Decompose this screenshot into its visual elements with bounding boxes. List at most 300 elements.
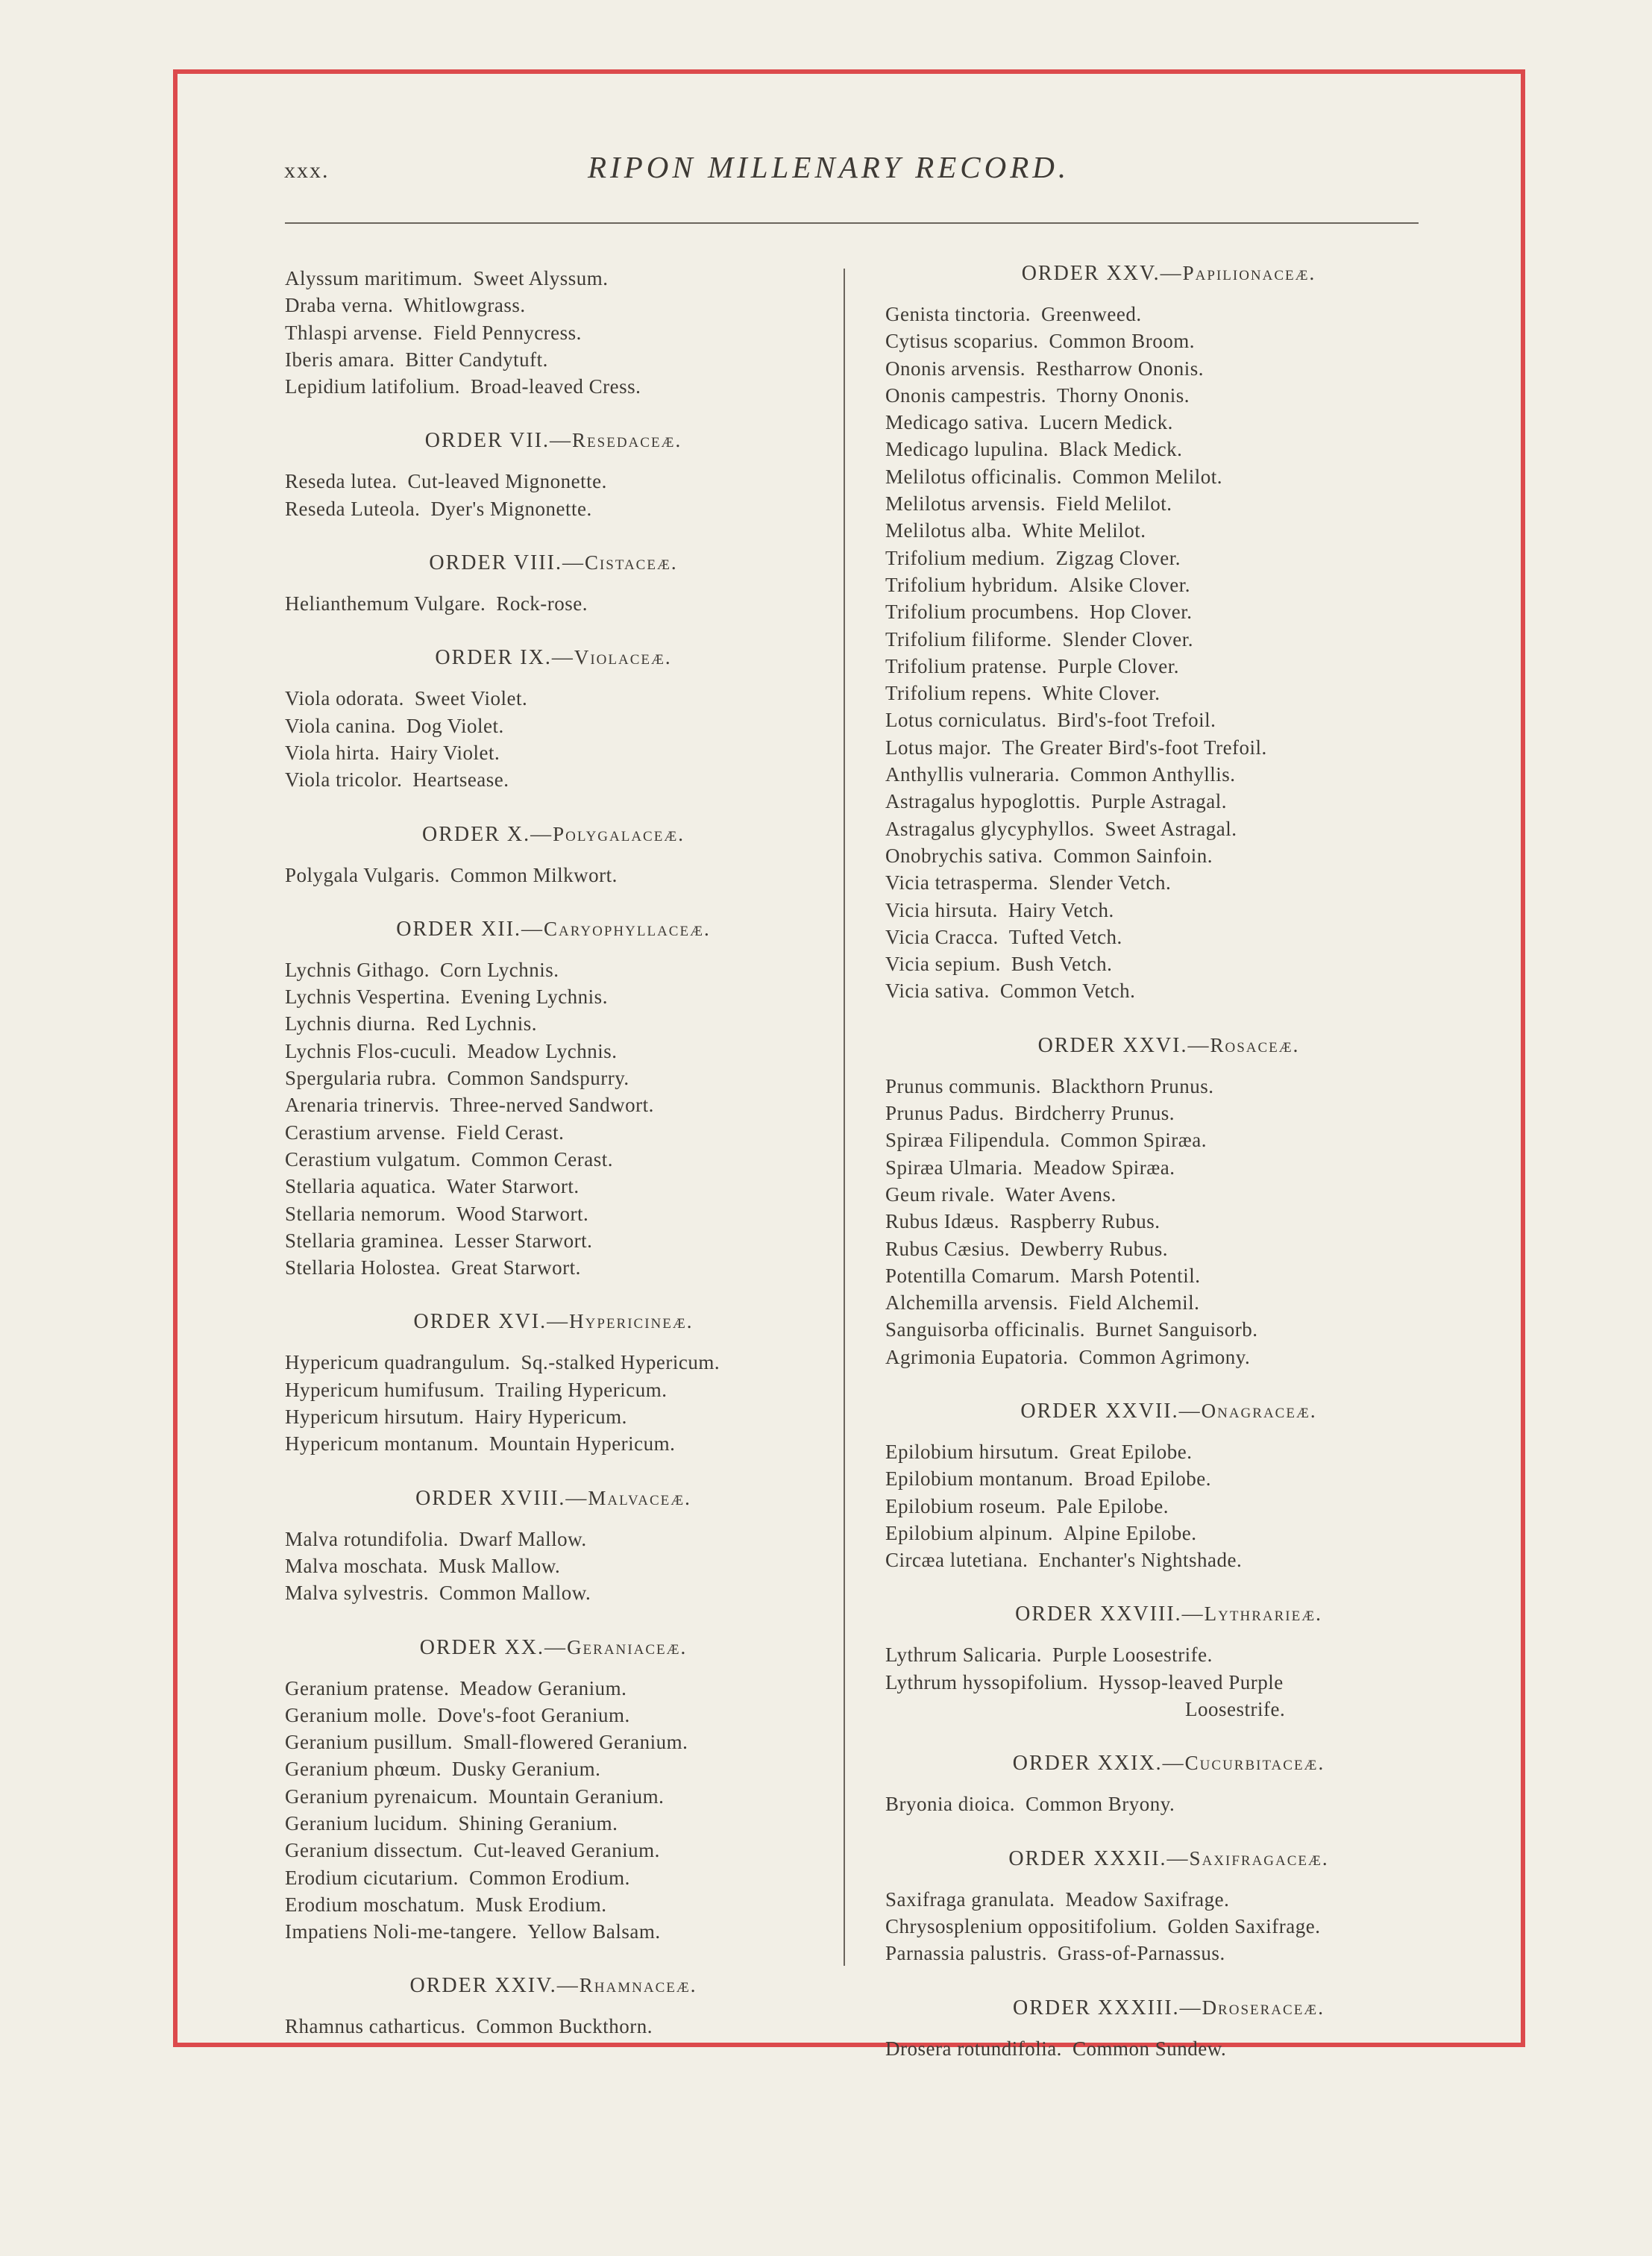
common-name: Zigzag Clover. — [1055, 546, 1181, 569]
latin-name: Bryonia dioica. — [885, 1793, 1015, 1816]
species-entry — [885, 842, 1452, 869]
latin-name: Lythrum Salicaria. — [885, 1644, 1042, 1667]
latin-name: Stellaria Holostea. — [285, 1256, 441, 1279]
common-name: Field Alchemil. — [1068, 1291, 1200, 1315]
species-entry — [885, 1073, 1452, 1100]
common-name: Common Erodium. — [468, 1866, 630, 1889]
species-entry — [285, 495, 822, 522]
common-name: Burnet Sanguisorb. — [1095, 1318, 1258, 1341]
species-entry — [285, 956, 822, 983]
species-entry — [285, 1755, 822, 1782]
order-heading — [285, 1485, 822, 1512]
order-number: ORDER XII.— — [396, 917, 544, 941]
species-entry — [285, 1675, 822, 1702]
species-entry — [885, 301, 1452, 328]
common-name: Sweet Violet. — [414, 687, 528, 710]
order-number: ORDER VII.— — [424, 429, 573, 453]
latin-name: Lychnis Vespertina. — [285, 986, 450, 1009]
order-heading — [285, 549, 822, 577]
latin-name: Helianthemum Vulgare. — [285, 592, 486, 615]
latin-name: Impatiens Noli-me-tangere. — [285, 1920, 518, 1943]
species-entry — [885, 869, 1452, 896]
species-entry — [885, 1886, 1452, 1913]
species-entry — [885, 1913, 1452, 1940]
species-entry — [885, 734, 1452, 761]
latin-name: Epilobium roseum. — [885, 1494, 1046, 1517]
latin-name: Viola canina. — [285, 714, 396, 737]
species-entry — [885, 2035, 1452, 2062]
species-entry — [285, 265, 822, 292]
latin-name: Polygala Vulgaris. — [285, 863, 440, 886]
order-block — [885, 1032, 1452, 1370]
latin-name: Rubus Cæsius. — [885, 1237, 1011, 1260]
species-entry — [285, 739, 822, 766]
column-divider — [844, 269, 845, 1966]
order-family: Geraniaceæ. — [567, 1635, 688, 1658]
order-block — [285, 1485, 822, 1607]
common-name: Heartsease. — [412, 768, 509, 792]
order-block — [885, 1397, 1452, 1573]
common-name: White Clover. — [1042, 682, 1161, 705]
common-name: Field Pennycress. — [433, 321, 582, 344]
order-block — [285, 644, 822, 793]
species-entry — [285, 1254, 822, 1281]
order-family: Caryophyllaceæ. — [544, 917, 711, 940]
species-entry — [885, 950, 1452, 977]
species-entry — [885, 706, 1452, 733]
latin-name: Lychnis diurna. — [285, 1012, 416, 1035]
order-block — [885, 260, 1452, 1005]
order-block — [285, 1634, 822, 1946]
latin-name: Trifolium hybridum. — [885, 573, 1059, 596]
common-name: Alsike Clover. — [1069, 573, 1191, 596]
latin-name: Viola hirta. — [285, 741, 380, 764]
species-entry — [885, 490, 1452, 517]
common-name: Dewberry Rubus. — [1020, 1237, 1169, 1260]
latin-name: Hypericum montanum. — [285, 1432, 479, 1456]
species-entry — [885, 1100, 1452, 1127]
species-entry — [885, 355, 1452, 382]
header-rule — [285, 222, 1419, 224]
common-name: Common Spiræa. — [1061, 1129, 1207, 1152]
species-entry — [885, 897, 1452, 924]
common-name: Common Vetch. — [999, 980, 1136, 1003]
order-heading — [885, 260, 1452, 287]
latin-name: Astragalus glycyphyllos. — [885, 817, 1095, 840]
species-entry — [885, 1235, 1452, 1262]
order-heading — [885, 1749, 1452, 1777]
species-entry — [285, 1864, 822, 1891]
latin-name: Melilotus alba. — [885, 519, 1012, 542]
common-name: White Melilot. — [1022, 519, 1146, 542]
species-entry — [885, 924, 1452, 950]
latin-name: Geranium molle. — [285, 1703, 427, 1726]
order-number: ORDER XXXII.— — [1008, 1846, 1190, 1870]
species-entry — [285, 1119, 822, 1146]
common-name: Whitlowgrass. — [403, 294, 526, 317]
common-name: Common Milkwort. — [450, 863, 618, 886]
common-name: Meadow Spiræa. — [1033, 1156, 1175, 1179]
common-name: Meadow Geranium. — [459, 1676, 627, 1699]
latin-name: Hypericum quadrangulum. — [285, 1351, 511, 1374]
species-entry — [885, 1438, 1452, 1465]
latin-name: Trifolium filiforme. — [885, 627, 1052, 651]
order-block — [285, 1972, 822, 2040]
species-entry — [885, 1790, 1452, 1817]
common-name: Meadow Saxifrage. — [1065, 1887, 1230, 1911]
latin-name: Cytisus scoparius. — [885, 330, 1039, 353]
latin-name: Geranium dissectum. — [285, 1839, 463, 1862]
order-number: ORDER XXVIII.— — [1015, 1602, 1205, 1626]
species-entry — [885, 463, 1452, 490]
common-name: Hairy Violet. — [390, 741, 500, 764]
latin-name: Thlaspi arvense. — [285, 321, 423, 344]
order-block — [285, 1308, 822, 1457]
order-number: ORDER X.— — [422, 822, 553, 846]
species-entry — [285, 1526, 822, 1552]
species-entry — [885, 680, 1452, 706]
common-name: Meadow Lychnis. — [467, 1039, 618, 1062]
latin-name: Malva sylvestris. — [285, 1582, 429, 1605]
latin-name: Alchemilla arvensis. — [885, 1291, 1058, 1315]
order-heading — [885, 1032, 1452, 1059]
common-name: Lucern Medick. — [1039, 411, 1173, 434]
common-name: Three-nerved Sandwort. — [450, 1094, 654, 1117]
latin-name: Reseda Luteola. — [285, 497, 421, 520]
common-name: Purple Clover. — [1057, 654, 1179, 677]
order-heading — [285, 644, 822, 671]
species-entry — [285, 1810, 822, 1837]
common-name: Grass-of-Parnassus. — [1057, 1942, 1225, 1965]
species-entry — [285, 1349, 822, 1376]
order-number: ORDER VIII.— — [429, 551, 585, 575]
common-name: Musk Mallow. — [438, 1554, 561, 1577]
page-number: xxx. — [284, 158, 330, 183]
species-entry — [885, 1520, 1452, 1547]
species-entry — [885, 1940, 1452, 1967]
common-name: Dove's-foot Geranium. — [437, 1703, 630, 1726]
latin-name: Chrysosplenium oppositifolium. — [885, 1914, 1158, 1937]
latin-name: Vicia sativa. — [885, 980, 990, 1003]
latin-name: Medicago sativa. — [885, 411, 1029, 434]
common-name: Common Agrimony. — [1078, 1345, 1251, 1368]
species-entry — [285, 1403, 822, 1430]
order-block — [885, 1749, 1452, 1817]
order-family: Droseraceæ. — [1202, 1996, 1325, 2019]
common-name: Bitter Candytuft. — [405, 348, 548, 371]
common-name: Water Starwort. — [446, 1175, 580, 1198]
species-entry — [885, 977, 1452, 1004]
species-entry — [285, 862, 822, 889]
species-entry — [285, 712, 822, 739]
order-block — [285, 821, 822, 889]
common-name: Common Buckthorn. — [476, 2015, 653, 2038]
common-name: Yellow Balsam. — [527, 1920, 661, 1943]
species-entry — [885, 598, 1452, 625]
latin-name: Vicia tetrasperma. — [885, 871, 1039, 894]
latin-name: Anthyllis vulneraria. — [885, 763, 1060, 786]
order-number: ORDER XXIX.— — [1012, 1752, 1185, 1776]
common-name: Evening Lychnis. — [460, 986, 608, 1009]
latin-name: Circæa lutetiana. — [885, 1549, 1028, 1572]
species-entry — [885, 1344, 1452, 1370]
latin-name: Erodium cicutarium. — [285, 1866, 459, 1889]
latin-name: Trifolium procumbens. — [885, 601, 1079, 624]
species-entry — [285, 346, 822, 373]
species-entry — [885, 328, 1452, 354]
latin-name: Rhamnus catharticus. — [285, 2015, 466, 2038]
latin-name: Epilobium montanum. — [885, 1467, 1074, 1491]
common-name: Sweet Alyssum. — [473, 267, 609, 289]
species-entry — [285, 292, 822, 319]
species-entry — [885, 1641, 1452, 1668]
latin-name: Trifolium repens. — [885, 682, 1032, 705]
common-name: Bird's-foot Trefoil. — [1057, 709, 1216, 732]
species-entry — [885, 1154, 1452, 1181]
latin-name: Ononis arvensis. — [885, 357, 1026, 380]
latin-name: Iberis amara. — [285, 348, 395, 371]
species-entry — [285, 1430, 822, 1457]
species-entry — [885, 1669, 1452, 1723]
species-entry — [885, 1316, 1452, 1343]
latin-name: Vicia Cracca. — [885, 925, 999, 948]
latin-name: Alyssum maritimum. — [285, 267, 463, 289]
species-entry — [285, 1173, 822, 1200]
common-name: Rock-rose. — [496, 592, 588, 615]
common-name: Common Cerast. — [471, 1147, 613, 1171]
latin-name: Medicago lupulina. — [885, 438, 1049, 461]
order-heading — [885, 1845, 1452, 1873]
common-name: Sweet Astragal. — [1105, 817, 1237, 840]
order-family: Rhamnaceæ. — [579, 1974, 697, 1997]
order-block — [885, 1994, 1452, 2062]
species-entry — [285, 319, 822, 346]
latin-name: Malva rotundifolia. — [285, 1527, 449, 1550]
common-name: Red Lychnis. — [426, 1012, 537, 1035]
common-name: Golden Saxifrage. — [1167, 1914, 1321, 1937]
order-family: Violaceæ. — [574, 646, 672, 669]
common-name: Common Mallow. — [439, 1582, 591, 1605]
common-name: Musk Erodium. — [475, 1893, 607, 1916]
latin-name: Sanguisorba officinalis. — [885, 1318, 1085, 1341]
latin-name: Stellaria graminea. — [285, 1229, 445, 1252]
latin-name: Genista tinctoria. — [885, 303, 1031, 325]
latin-name: Prunus communis. — [885, 1074, 1042, 1097]
latin-name: Lychnis Githago. — [285, 958, 430, 981]
common-name-continuation: Loosestrife. — [1185, 1698, 1286, 1721]
species-entry — [885, 761, 1452, 788]
latin-name: Prunus Padus. — [885, 1102, 1005, 1125]
common-name: Great Epilobe. — [1070, 1440, 1193, 1463]
species-entry — [285, 1227, 822, 1254]
common-name: Field Cerast. — [456, 1121, 565, 1144]
order-block — [885, 1600, 1452, 1723]
order-heading — [285, 427, 822, 454]
species-entry — [285, 1837, 822, 1864]
common-name: Common Bryony. — [1025, 1793, 1175, 1816]
latin-name: Hypericum hirsutum. — [285, 1406, 465, 1429]
latin-name: Trifolium pratense. — [885, 654, 1047, 677]
order-number: ORDER IX.— — [435, 646, 574, 670]
common-name: Water Avens. — [1005, 1182, 1116, 1206]
order-block — [285, 427, 822, 522]
latin-name: Cerastium vulgatum. — [285, 1147, 461, 1171]
common-name: Purple Astragal. — [1091, 790, 1227, 813]
species-entry — [285, 685, 822, 712]
species-entry — [885, 1289, 1452, 1316]
common-name: Black Medick. — [1058, 438, 1183, 461]
species-entry — [285, 1376, 822, 1403]
order-heading — [285, 1634, 822, 1661]
common-name: Broad Epilobe. — [1084, 1467, 1211, 1491]
species-entry — [885, 382, 1452, 409]
latin-name: Drosera rotundifolia. — [885, 2037, 1062, 2060]
species-entry — [885, 1547, 1452, 1573]
common-name: Trailing Hypericum. — [494, 1378, 668, 1401]
species-entry — [285, 590, 822, 617]
common-name: Greenweed. — [1040, 303, 1142, 325]
order-heading — [285, 1972, 822, 1999]
species-entry — [885, 1262, 1452, 1289]
order-family: Cistaceæ. — [584, 551, 678, 574]
latin-name: Stellaria nemorum. — [285, 1202, 446, 1225]
latin-name: Vicia sepium. — [885, 953, 1001, 976]
common-name: The Greater Bird's-foot Trefoil. — [1002, 736, 1267, 759]
latin-name: Hypericum humifusum. — [285, 1378, 485, 1401]
order-block — [885, 1845, 1452, 1967]
species-entry — [885, 626, 1452, 653]
species-entry — [285, 1010, 822, 1037]
order-family: Papilionaceæ. — [1182, 262, 1316, 284]
latin-name: Potentilla Comarum. — [885, 1264, 1061, 1287]
common-name: Hairy Vetch. — [1008, 898, 1114, 921]
species-entry — [285, 2013, 822, 2040]
page-title: RIPON MILLENARY RECORD. — [588, 150, 1070, 184]
common-name: Field Melilot. — [1055, 492, 1172, 516]
latin-name: Agrimonia Eupatoria. — [885, 1345, 1069, 1368]
common-name: Shining Geranium. — [458, 1811, 618, 1834]
latin-name: Spiræa Ulmaria. — [885, 1156, 1023, 1179]
latin-name: Erodium moschatum. — [285, 1893, 465, 1916]
order-number: ORDER XVIII.— — [415, 1486, 588, 1510]
species-entry — [885, 788, 1452, 815]
latin-name: Trifolium medium. — [885, 546, 1046, 569]
order-number: ORDER XXV.— — [1021, 262, 1183, 285]
latin-name: Geranium lucidum. — [285, 1811, 448, 1834]
common-name: Birdcherry Prunus. — [1014, 1102, 1175, 1125]
common-name: Dusky Geranium. — [451, 1758, 601, 1781]
latin-name: Arenaria trinervis. — [285, 1094, 440, 1117]
order-heading — [885, 1600, 1452, 1628]
common-name: Common Melilot. — [1072, 465, 1222, 488]
common-name: Common Broom. — [1049, 330, 1196, 353]
order-family: Lythrarieæ. — [1204, 1602, 1322, 1626]
species-entry — [285, 1579, 822, 1606]
species-entry — [285, 1891, 822, 1918]
species-entry — [285, 373, 822, 400]
latin-name: Geranium pusillum. — [285, 1731, 453, 1754]
latin-name: Geranium pratense. — [285, 1676, 450, 1699]
order-family: Malvaceæ. — [588, 1486, 691, 1509]
species-entry — [285, 1038, 822, 1065]
common-name: Enchanter's Nightshade. — [1038, 1549, 1243, 1572]
order-number: ORDER XXXIII.— — [1013, 1996, 1202, 2020]
latin-name: Spergularia rubra. — [285, 1067, 437, 1090]
common-name: Pale Epilobe. — [1056, 1494, 1169, 1517]
order-heading — [285, 915, 822, 943]
order-family: Polygalaceæ. — [553, 822, 685, 845]
species-entry — [885, 815, 1452, 842]
species-entry — [885, 653, 1452, 680]
latin-name: Malva moschata. — [285, 1554, 428, 1577]
latin-name: Viola tricolor. — [285, 768, 403, 792]
common-name: Lesser Starwort. — [454, 1229, 593, 1252]
order-family: Rosaceæ. — [1210, 1033, 1300, 1056]
order-family: Saxifragaceæ. — [1189, 1846, 1329, 1870]
order-heading — [285, 821, 822, 848]
common-name: Common Sundew. — [1072, 2037, 1227, 2060]
order-block — [285, 265, 822, 400]
latin-name: Melilotus arvensis. — [885, 492, 1046, 516]
species-entry — [885, 1127, 1452, 1153]
latin-name: Geranium pyrenaicum. — [285, 1785, 478, 1808]
latin-name: Lythrum hyssopifolium. — [885, 1670, 1089, 1693]
species-entry — [285, 1702, 822, 1729]
species-entry — [885, 1208, 1452, 1235]
species-entry — [285, 1552, 822, 1579]
common-name: Bush Vetch. — [1011, 953, 1113, 976]
species-entry — [285, 766, 822, 793]
common-name: Hairy Hypericum. — [474, 1406, 627, 1429]
latin-name: Lotus major. — [885, 736, 992, 759]
common-name: Restharrow Ononis. — [1035, 357, 1204, 380]
common-name: Purple Loosestrife. — [1052, 1644, 1213, 1667]
common-name: Raspberry Rubus. — [1010, 1210, 1161, 1233]
order-number: ORDER XXVI.— — [1037, 1033, 1210, 1057]
common-name: Dyer's Mignonette. — [430, 497, 592, 520]
species-entry — [885, 1493, 1452, 1520]
latin-name: Onobrychis sativa. — [885, 844, 1043, 867]
common-name: Dwarf Mallow. — [459, 1527, 587, 1550]
latin-name: Reseda lutea. — [285, 470, 398, 493]
species-entry — [885, 571, 1452, 598]
common-name: Thorny Ononis. — [1056, 383, 1190, 407]
latin-name: Lotus corniculatus. — [885, 709, 1047, 732]
latin-name: Viola odorata. — [285, 687, 404, 710]
common-name: Common Sainfoin. — [1053, 844, 1213, 867]
latin-name: Epilobium hirsutum. — [885, 1440, 1060, 1463]
left-column — [285, 265, 822, 2067]
latin-name: Draba verna. — [285, 294, 394, 317]
latin-name: Lychnis Flos-cuculi. — [285, 1039, 457, 1062]
species-entry — [285, 468, 822, 495]
common-name: Common Anthyllis. — [1070, 763, 1236, 786]
common-name: Corn Lychnis. — [439, 958, 559, 981]
order-block — [285, 915, 822, 1282]
common-name: Sq.-stalked Hypericum. — [521, 1351, 720, 1374]
species-entry — [885, 436, 1452, 463]
latin-name: Spiræa Filipendula. — [885, 1129, 1050, 1152]
latin-name: Melilotus officinalis. — [885, 465, 1062, 488]
common-name: Cut-leaved Geranium. — [473, 1839, 660, 1862]
latin-name: Epilobium alpinum. — [885, 1521, 1053, 1544]
species-entry — [285, 1200, 822, 1227]
order-heading — [885, 1994, 1452, 2022]
common-name: Slender Clover. — [1062, 627, 1193, 651]
common-name: Blackthorn Prunus. — [1052, 1074, 1214, 1097]
common-name: Common Sandspurry. — [447, 1067, 629, 1090]
common-name: Alpine Epilobe. — [1064, 1521, 1197, 1544]
